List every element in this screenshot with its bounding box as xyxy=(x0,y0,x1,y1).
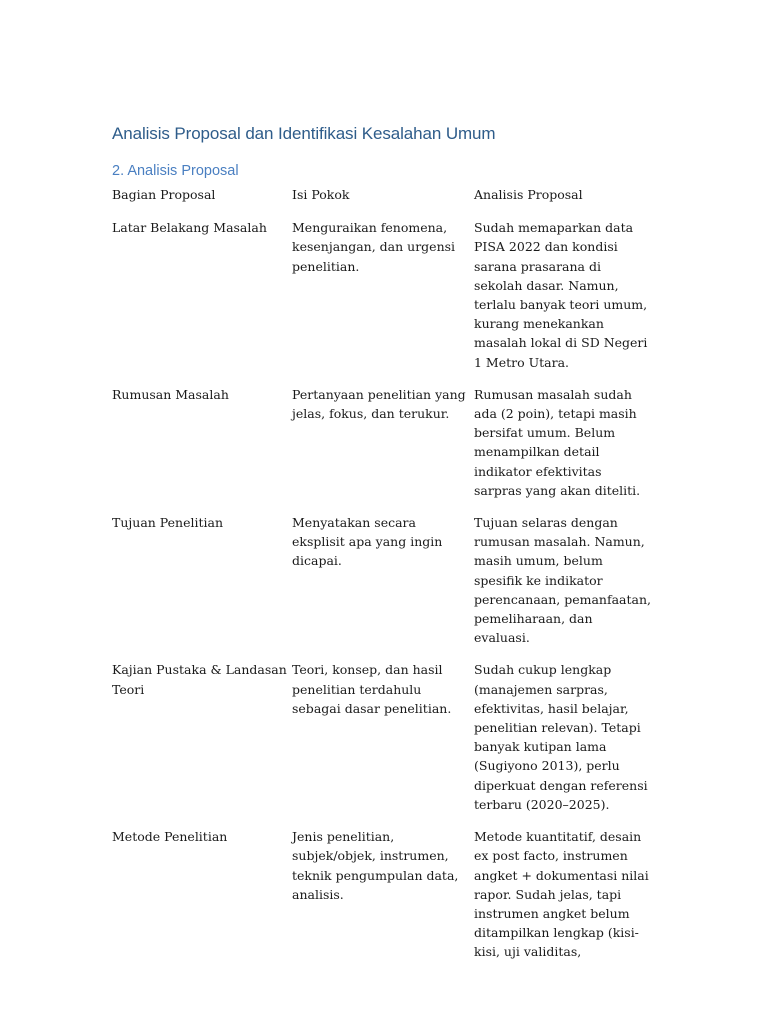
row-analysis: Metode kuantitatif, desain ex post facto, instrumen angket + dokumentasi nilai rapor. Sudah jelas, tapi instrumen angket belum ditampilkan lengkap (kisi-kisi, uji validitas, xyxy=(474,829,649,960)
document-title: Analisis Proposal dan Identifikasi Kesalahan Umum xyxy=(112,124,496,143)
table-row xyxy=(112,660,652,827)
row-analysis: Tujuan selaras dengan rumusan masalah. Namun, masih umum, belum spesifik ke indikator perencanaan, pemanfaatan, pemeliharaan, dan evaluasi. xyxy=(474,515,652,646)
row-analysis: Sudah cukup lengkap (manajemen sarpras, efektivitas, hasil belajar, penelitian relevan). Tetapi banyak kutipan lama (Sugiyono 2013), perlu diperkuat dengan referensi terbaru (2020–2025). xyxy=(474,662,648,812)
row-analysis: Rumusan masalah sudah ada (2 poin), tetapi masih bersifat umum. Belum menampilkan detail indikator efektivitas sarpras yang akan diteliti. xyxy=(474,386,641,498)
row-content: Menyatakan secara eksplisit apa yang ingin dicapai. xyxy=(292,515,443,569)
header-analisis-proposal: Analisis Proposal xyxy=(474,187,583,202)
header-isi-pokok: Isi Pokok xyxy=(292,187,350,202)
table-row xyxy=(112,827,652,974)
section-heading: 2. Analisis Proposal xyxy=(112,163,239,179)
row-content: Menguraikan fenomena, kesenjangan, dan urgensi penelitian. xyxy=(292,220,456,274)
table-header-row xyxy=(112,183,652,218)
table-row xyxy=(112,513,652,660)
analysis-table xyxy=(112,183,652,975)
row-part: Rumusan Masalah xyxy=(112,386,229,402)
header-bagian-proposal: Bagian Proposal xyxy=(112,187,216,202)
table-row xyxy=(112,385,652,513)
row-content: Pertanyaan penelitian yang jelas, fokus, dan terukur. xyxy=(292,386,466,422)
row-content: Teori, konsep, dan hasil penelitian terdahulu sebagai dasar penelitian. xyxy=(292,662,452,716)
row-part: Tujuan Penelitian xyxy=(112,515,224,531)
row-analysis: Sudah memaparkan data PISA 2022 dan kondisi sarana prasarana di sekolah dasar. Namun, terlalu banyak teori umum, kurang menekankan masalah lokal di SD Negeri 1 Metro Utara. xyxy=(474,220,648,370)
row-part: Latar Belakang Masalah xyxy=(112,220,267,236)
row-part: Metode Penelitian xyxy=(112,829,228,845)
table-row xyxy=(112,218,652,385)
row-content: Jenis penelitian, subjek/objek, instrumen, teknik pengumpulan data, analisis. xyxy=(292,829,459,902)
row-part: Kajian Pustaka & Landasan Teori xyxy=(112,662,287,697)
